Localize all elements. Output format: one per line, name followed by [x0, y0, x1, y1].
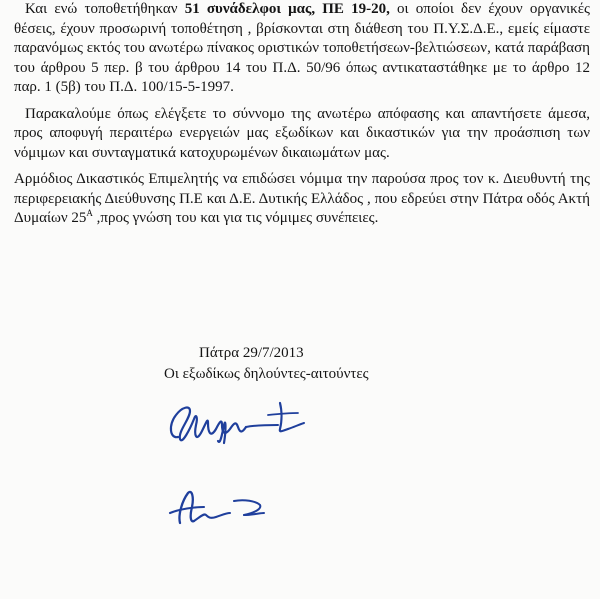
- address-superscript: Α: [86, 208, 93, 218]
- signature-2: [160, 483, 280, 533]
- paragraph-placements-rest: οι οποίοι δεν έχουν οργανικές θέσεις, έχουν προσωρινή τοποθέτηση , βρίσκονται στη διάθεση του Π.Υ.Σ.Δ.Ε., εμείς είμαστε παρανόμως εκτός του ανωτέρω πίνακος οριστικών τοποθετήσεων-βελτιώσεων, κατά παράβαση του άρθρου 5 περ. β του άρθρου 14 του Π.Δ. 50/96 όπως αντικαταστάθηκε με το άρθρο 12 παρ. 1 (5β) του Π.Δ. 100/15-5-1997.: [14, 1, 590, 95]
- signers-label: Οι εξωδίκως δηλούντες-αιτούντες: [164, 366, 369, 382]
- signature-2-strokes: [170, 492, 264, 523]
- paragraph-request: Παρακαλούμε όπως ελέγξετε το σύννομο της ανωτέρω απόφασης και απαντήσετε άμεσα, προς αποφυγή περαιτέρω ενεργειών μας εξωδίκων και δικαστικών για την προάσπιση των νόμιμων και συνταγματικά κατοχυρωμένων δικαιωμάτων μας.: [14, 105, 590, 161]
- paragraph-bailiff: [14, 170, 590, 229]
- paragraph-placements: [14, 0, 590, 98]
- paragraph-bailiff-rest: ,προς γνώση του και για τις νόμιμες συνέπειες.: [92, 210, 379, 226]
- signature-1-strokes: [171, 403, 304, 443]
- signature-1: [160, 395, 320, 455]
- document-body: [14, 0, 590, 229]
- paragraph-placements-start: Και ενώ τοποθετήθηκαν: [25, 1, 185, 17]
- colleagues-count-emphasis: 51 συνάδελφοι μας, ΠΕ 19-20,: [184, 1, 390, 17]
- place-date: Πάτρα 29/7/2013: [199, 345, 304, 361]
- paragraph-bailiff-start: Αρμόδιος Δικαστικός Επιμελητής να επιδώσει νόμιμα την παρούσα προς τον κ. Διευθυντή της περιφερειακής Διεύθυνσης Π.Ε και Δ.Ε. Δυτικής Ελλάδος , που εδρεύει στην Πάτρα οδός Ακτή Δυμαίων 25: [14, 171, 590, 226]
